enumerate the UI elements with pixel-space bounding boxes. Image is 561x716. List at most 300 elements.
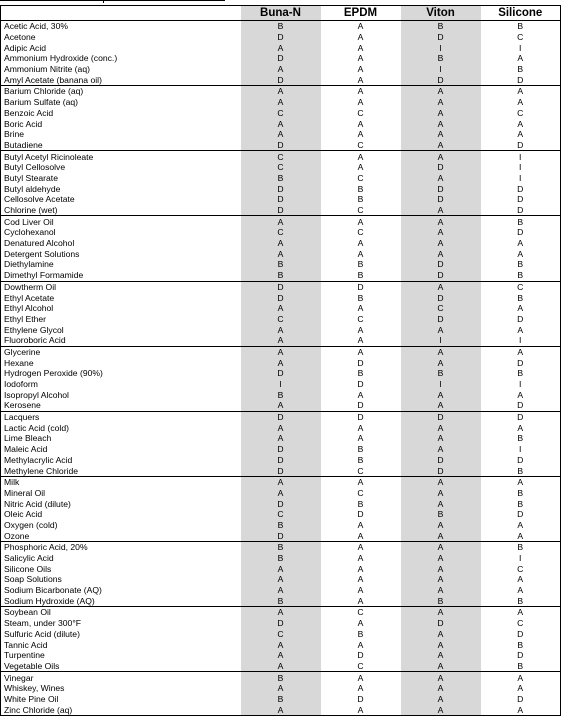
rating-silicone: B [481,542,561,553]
rating-viton: A [401,661,481,672]
rating-epdm: B [357,368,364,379]
rating-viton: I [401,64,481,75]
chemical-name: Ethyl Acetate [1,292,241,303]
rating-epdm: A [357,563,364,574]
rating-viton: A [401,585,481,596]
rating-buna-n: A [241,216,321,227]
rating-viton: A [401,607,481,618]
rating-silicone: C [481,108,561,119]
rating-silicone: A [481,704,561,715]
header-silicone: Silicone [481,6,561,21]
rating-epdm: C [357,107,364,118]
rating-epdm: D [321,281,401,292]
rating-buna-n: D [241,32,321,43]
chemical-name: Silicone Oils [1,563,241,574]
rating-silicone: I [481,379,561,390]
rating-buna-n: C [241,314,321,325]
table-row [1,498,561,509]
rating-buna-n: A [241,64,321,75]
chemical-name: Butyl aldehyde [1,183,241,194]
rating-epdm: A [321,542,401,553]
chemical-name: Maleic Acid [1,444,241,455]
rating-epdm: C [321,607,401,618]
rating-epdm: A [321,672,401,683]
rating-epdm: A [357,53,364,64]
rating-buna-n: D [241,205,321,216]
rating-viton: A [401,553,481,564]
rating-buna-n: A [241,42,321,53]
rating-buna-n: A [241,607,321,618]
table-row [1,509,561,520]
rating-buna-n: A [241,683,321,694]
rating-epdm: A [357,162,364,173]
chemical-name: Ammonium Nitrite (aq) [1,64,241,75]
table-row [1,476,561,487]
rating-silicone: D [481,509,561,520]
table-row [1,455,561,466]
rating-silicone: D [481,140,561,151]
rating-epdm: A [357,595,364,606]
table-row [1,97,561,108]
chemical-name: Soap Solutions [1,574,241,585]
table-row [1,42,561,53]
rating-viton: I [401,42,481,53]
rating-viton: A [401,151,481,162]
rating-buna-n: D [241,498,321,509]
table-row [1,129,561,140]
rating-epdm: D [357,693,364,704]
rating-epdm: A [357,574,364,585]
rating-silicone: C [481,32,561,43]
rating-buna-n: A [241,303,321,314]
rating-viton: B [401,509,481,520]
rating-silicone: D [481,314,561,325]
rating-silicone: A [481,607,561,618]
chemical-name: Isopropyl Alcohol [1,389,241,400]
chemical-name: Benzoic Acid [1,108,241,119]
rating-viton: A [401,672,481,683]
rating-buna-n: A [241,639,321,650]
rating-buna-n: A [241,248,321,259]
rating-buna-n: D [241,455,321,466]
rating-buna-n: A [241,422,321,433]
rating-epdm: B [357,444,364,455]
rating-viton: D [401,270,481,281]
table-row [1,585,561,596]
rating-buna-n: A [241,650,321,661]
table-row [1,314,561,325]
rating-silicone: D [481,411,561,422]
rating-buna-n: D [241,530,321,541]
chemical-name: Denatured Alcohol [1,238,241,249]
chemical-name: Iodoform [1,379,241,390]
rating-buna-n: A [241,563,321,574]
rating-buna-n: D [241,281,321,292]
rating-viton: B [401,595,481,606]
rating-buna-n: B [241,520,321,531]
rating-buna-n: D [241,74,321,85]
rating-epdm: A [321,704,401,715]
rating-silicone: A [481,53,561,64]
rating-viton: D [401,194,481,205]
rating-silicone: A [481,238,561,249]
rating-buna-n: A [241,357,321,368]
rating-viton: B [401,53,481,64]
chemical-name: Sulfuric Acid (dilute) [1,629,241,640]
rating-buna-n: C [241,629,321,640]
rating-silicone: B [481,433,561,444]
rating-viton: D [401,74,481,85]
rating-buna-n: A [241,335,321,346]
rating-viton: A [401,488,481,499]
rating-buna-n: A [241,400,321,411]
rating-buna-n: A [241,86,321,97]
chemical-name: Adipic Acid [1,42,241,53]
table-row [1,563,561,574]
rating-silicone: A [481,476,561,487]
top-cutoff-tick [103,0,104,3]
rating-silicone: I [481,173,561,184]
rating-silicone: I [481,553,561,564]
rating-epdm: C [357,172,364,183]
rating-buna-n: D [241,444,321,455]
rating-silicone: D [481,227,561,238]
chemical-name: Mineral Oil [1,488,241,499]
rating-viton: A [401,173,481,184]
table-row [1,639,561,650]
rating-viton: A [401,574,481,585]
table-row [1,64,561,75]
rating-epdm: C [357,227,364,238]
rating-epdm: C [357,487,364,498]
rating-silicone: B [481,661,561,672]
table-body [1,21,561,716]
rating-viton: A [401,639,481,650]
chemical-name: Ethylene Glycol [1,324,241,335]
rating-viton: D [401,259,481,270]
rating-viton: I [401,335,481,346]
chemical-name: Sodium Bicarbonate (AQ) [1,585,241,596]
chemical-name: Sodium Hydroxide (AQ) [1,595,241,606]
rating-epdm: A [357,74,364,85]
chemical-name: Steam, under 300°F [1,618,241,629]
rating-epdm: A [357,32,364,43]
chemical-name: Whiskey, Wines [1,683,241,694]
table-row [1,444,561,455]
rating-silicone: D [481,650,561,661]
rating-viton: A [401,389,481,400]
chemical-name: Barium Chloride (aq) [1,86,241,97]
rating-viton: A [401,683,481,694]
rating-epdm: A [321,86,401,97]
rating-epdm: C [357,660,364,671]
rating-buna-n: A [241,476,321,487]
table-row [1,303,561,314]
rating-epdm: C [357,139,364,150]
chemical-name: Barium Sulfate (aq) [1,97,241,108]
rating-silicone: D [481,357,561,368]
table-row [1,335,561,346]
rating-buna-n: D [241,368,321,379]
rating-silicone: B [481,488,561,499]
chemical-name: Diethylamine [1,259,241,270]
rating-silicone: C [481,618,561,629]
rating-epdm: A [357,683,364,694]
rating-silicone: B [481,639,561,650]
rating-viton: A [401,281,481,292]
rating-silicone: A [481,118,561,129]
rating-viton: A [401,108,481,119]
rating-epdm: A [357,519,364,530]
rating-epdm: A [357,422,364,433]
table-row [1,553,561,564]
chemical-name: Chlorine (wet) [1,205,241,216]
rating-epdm: A [357,530,364,541]
rating-epdm: B [357,183,364,194]
rating-silicone: B [481,216,561,227]
table-row [1,86,561,97]
header-viton: Viton [401,6,481,21]
rating-viton: B [401,368,481,379]
rating-silicone: B [481,259,561,270]
top-cutoff-rule [0,0,225,1]
chemical-name: Vegetable Oils [1,661,241,672]
rating-silicone: D [481,205,561,216]
rating-epdm: A [357,97,364,108]
rating-buna-n: A [241,574,321,585]
chemical-name: Cod Liver Oil [1,216,241,227]
rating-epdm: A [357,64,364,75]
rating-buna-n: A [241,346,321,357]
table-row [1,248,561,259]
rating-buna-n: B [241,270,321,281]
table-row [1,162,561,173]
rating-buna-n: C [241,151,321,162]
table-row [1,74,561,85]
rating-epdm: D [321,411,401,422]
rating-buna-n: B [241,595,321,606]
rating-buna-n: A [241,661,321,672]
chemical-name: Lacquers [1,411,241,422]
rating-viton: A [401,129,481,140]
rating-epdm: D [357,509,364,520]
rating-viton: D [401,183,481,194]
table-row [1,108,561,119]
rating-epdm: D [357,379,364,390]
chemical-name: Ozone [1,530,241,541]
table-row [1,433,561,444]
rating-silicone: I [481,151,561,162]
rating-silicone: B [481,595,561,606]
rating-buna-n: D [241,618,321,629]
table-row [1,238,561,249]
rating-silicone: D [481,455,561,466]
chemical-name: Hexane [1,357,241,368]
table-row [1,118,561,129]
table-row [1,281,561,292]
rating-epdm: B [357,454,364,465]
rating-epdm: D [357,400,364,411]
rating-epdm: A [357,129,364,140]
rating-viton: A [401,629,481,640]
table-row [1,173,561,184]
rating-epdm: A [357,618,364,629]
chemical-name: Vinegar [1,672,241,683]
rating-silicone: C [481,281,561,292]
rating-buna-n: B [241,173,321,184]
chemical-name: Butyl Cellosolve [1,162,241,173]
rating-silicone: B [481,21,561,32]
rating-viton: D [401,314,481,325]
chemical-name: Butadiene [1,140,241,151]
rating-buna-n: A [241,129,321,140]
table-row [1,574,561,585]
table-row [1,520,561,531]
rating-epdm: A [357,248,364,259]
table-row [1,389,561,400]
chemical-name: Glycerine [1,346,241,357]
chemical-name: Salicylic Acid [1,553,241,564]
table-row [1,607,561,618]
table-row [1,194,561,205]
rating-silicone: B [481,292,561,303]
rating-viton: D [401,32,481,43]
chemical-name: Hydrogen Peroxide (90%) [1,368,241,379]
chemical-name: Milk [1,476,241,487]
table-row [1,629,561,640]
rating-silicone: B [481,498,561,509]
header-row [1,6,561,21]
rating-silicone: B [481,368,561,379]
rating-viton: A [401,433,481,444]
rating-silicone: A [481,86,561,97]
chemical-name: Dowtherm Oil [1,281,241,292]
rating-epdm: A [357,303,364,314]
table-row [1,465,561,476]
table-row [1,259,561,270]
table-row [1,694,561,705]
rating-viton: A [401,227,481,238]
table-row [1,205,561,216]
table-row [1,530,561,541]
chemical-name: Phosphoric Acid, 20% [1,542,241,553]
chemical-name: Kerosene [1,400,241,411]
rating-epdm: A [357,238,364,249]
chemical-name: Turpentine [1,650,241,661]
table-row [1,346,561,357]
rating-silicone: A [481,346,561,357]
rating-silicone: B [481,465,561,476]
chemical-name: Fluoroboric Acid [1,335,241,346]
rating-epdm: B [357,498,364,509]
table-row [1,661,561,672]
rating-viton: A [401,498,481,509]
chemical-name: Dimethyl Formamide [1,270,241,281]
table-row [1,183,561,194]
chemical-name: Tannic Acid [1,639,241,650]
rating-buna-n: C [241,509,321,520]
chemical-name: Ethyl Alcohol [1,303,241,314]
table-row [1,227,561,238]
table-row [1,683,561,694]
rating-buna-n: B [241,259,321,270]
rating-epdm: A [357,585,364,596]
rating-epdm: B [357,270,364,281]
rating-silicone: D [481,400,561,411]
rating-epdm: A [321,21,401,32]
rating-epdm: B [357,194,364,205]
rating-buna-n: B [241,542,321,553]
rating-silicone: I [481,162,561,173]
header-buna-n: Buna-N [241,6,321,21]
table-row [1,488,561,499]
rating-silicone: A [481,520,561,531]
rating-epdm: A [357,433,364,444]
chemical-name: Cellosolve Acetate [1,194,241,205]
rating-silicone: D [481,74,561,85]
table-row [1,672,561,683]
rating-buna-n: B [241,21,321,32]
rating-viton: A [401,324,481,335]
rating-viton: A [401,542,481,553]
chemical-name: Brine [1,129,241,140]
rating-viton: A [401,216,481,227]
rating-viton: A [401,346,481,357]
rating-buna-n: D [241,183,321,194]
table-row [1,292,561,303]
chemical-name: Lime Bleach [1,433,241,444]
rating-epdm: B [357,259,364,270]
chemical-name: Methylacrylic Acid [1,455,241,466]
rating-viton: A [401,444,481,455]
rating-viton: D [401,411,481,422]
rating-silicone: A [481,324,561,335]
rating-epdm: A [321,151,401,162]
rating-viton: A [401,248,481,259]
table-row [1,379,561,390]
rating-viton: A [401,205,481,216]
rating-viton: A [401,520,481,531]
rating-buna-n: A [241,97,321,108]
chemical-name: Acetone [1,32,241,43]
rating-viton: A [401,238,481,249]
rating-silicone: D [481,629,561,640]
table-row [1,400,561,411]
rating-epdm: C [357,313,364,324]
rating-buna-n: D [241,53,321,64]
rating-silicone: A [481,672,561,683]
table-row [1,324,561,335]
rating-viton: D [401,465,481,476]
rating-buna-n: A [241,433,321,444]
rating-silicone: A [481,585,561,596]
rating-silicone: B [481,64,561,75]
rating-viton: D [401,162,481,173]
table-row [1,542,561,553]
rating-epdm: A [357,42,364,53]
table-row [1,53,561,64]
rating-viton: A [401,140,481,151]
rating-viton: I [401,379,481,390]
rating-silicone: D [481,694,561,705]
rating-silicone: C [481,563,561,574]
chemical-compatibility-table [0,5,561,716]
rating-viton: A [401,694,481,705]
chemical-name: Zinc Chloride (aq) [1,704,241,715]
rating-epdm: C [357,465,364,476]
rating-viton: C [401,303,481,314]
rating-viton: A [401,563,481,574]
